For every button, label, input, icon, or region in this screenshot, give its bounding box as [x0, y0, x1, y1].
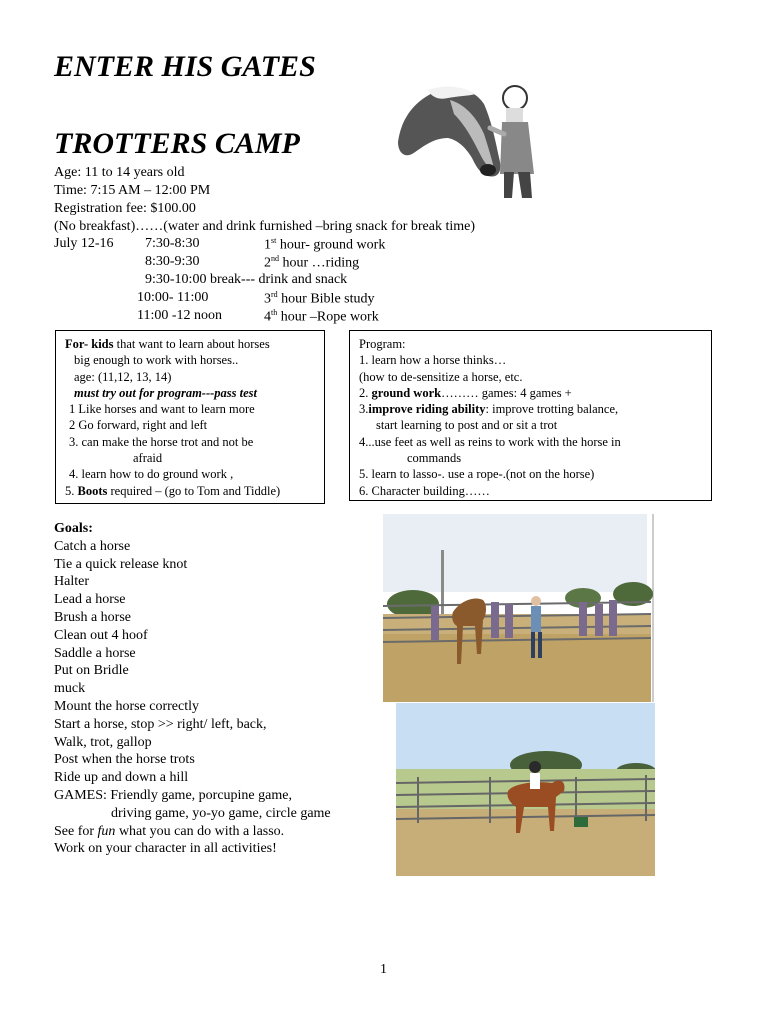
- goal-item: Put on Bridle: [54, 663, 129, 679]
- fee-info: Registration fee: $100.00: [54, 201, 196, 216]
- goals-list: [54, 520, 331, 858]
- goal-item-fun: See for fun what you can do with a lasso.: [54, 823, 285, 839]
- goal-item: Halter: [54, 574, 89, 590]
- program-line: 3.improve riding ability: improve trotting balance,: [359, 402, 619, 417]
- kids-line: For- kids that want to learn about horses: [65, 337, 270, 351]
- program-line: 1. learn how a horse thinks…: [359, 353, 507, 368]
- program-line: Program:: [359, 337, 406, 351]
- schedule-activity: 2nd hour …riding: [264, 254, 360, 271]
- schedule-time: 10:00- 11:00: [137, 290, 209, 305]
- ground-work-photo: [383, 514, 655, 702]
- goal-item: GAMES: Friendly game, porcupine game,: [54, 787, 292, 803]
- schedule-break: 9:30-10:00 break--- drink and snack: [145, 272, 348, 287]
- title-camp: TROTTERS CAMP: [54, 127, 300, 160]
- goal-item: Start a horse, stop >> right/ left, back,: [54, 716, 267, 732]
- goal-item: Lead a horse: [54, 592, 126, 608]
- kids-line: 5. Boots required – (go to Tom and Tiddle): [65, 483, 281, 498]
- program-line: (how to de-sensitize a horse, etc.: [359, 369, 523, 384]
- goal-item: Tie a quick release knot: [54, 556, 188, 572]
- kids-line: 3. can make the horse trot and not be: [69, 434, 254, 449]
- goal-item: Brush a horse: [54, 609, 131, 625]
- goal-item: Work on your character in all activities!: [54, 841, 277, 857]
- program-line: 5. learn to lasso-. use a rope-.(not on the horse): [359, 467, 595, 482]
- goal-item: Ride up and down a hill: [54, 770, 189, 786]
- kids-line: must try out for program---pass test: [74, 385, 258, 400]
- riding-photo: [396, 703, 655, 876]
- kids-line: 2 Go forward, right and left: [69, 418, 208, 433]
- program-line: commands: [407, 451, 462, 466]
- program-box: [349, 330, 712, 501]
- program-line: 4...use feet as well as reins to work with the horse in: [359, 434, 621, 449]
- goal-item: Saddle a horse: [54, 645, 136, 661]
- kids-requirements-box: [55, 330, 325, 504]
- age-info: Age: 11 to 14 years old: [54, 165, 185, 180]
- goal-item: Clean out 4 hoof: [54, 627, 148, 643]
- goal-item: driving game, yo-yo game, circle game: [111, 805, 331, 821]
- kids-line: 1 Like horses and want to learn more: [69, 402, 255, 417]
- goals-heading: Goals:: [54, 521, 93, 536]
- schedule-activity: 3rd hour Bible study: [264, 290, 375, 307]
- schedule-time: 8:30-9:30: [145, 254, 200, 269]
- breakfast-info: (No breakfast)……(water and drink furnished –bring snack for break time): [54, 219, 476, 234]
- title-main: ENTER HIS GATES: [54, 50, 316, 83]
- goal-item: Catch a horse: [54, 538, 131, 554]
- goal-item: Mount the horse correctly: [54, 698, 200, 714]
- time-info: Time: 7:15 AM – 12:00 PM: [54, 183, 211, 198]
- schedule-time: 11:00 -12 noon: [137, 308, 223, 323]
- goal-item: Walk, trot, gallop: [54, 734, 152, 750]
- kids-line: afraid: [133, 451, 163, 466]
- program-line: 6. Character building……: [359, 483, 490, 498]
- kids-line: big enough to work with horses..: [74, 353, 239, 368]
- goal-item: Post when the horse trots: [54, 752, 195, 768]
- schedule-activity: 4th hour –Rope work: [264, 308, 379, 325]
- schedule-time: 7:30-8:30: [145, 236, 200, 251]
- kids-line: age: (11,12, 13, 14): [74, 369, 172, 384]
- schedule-activity: 1st hour- ground work: [264, 236, 386, 253]
- program-line: start learning to post and or sit a trot: [376, 418, 558, 433]
- goal-item: muck: [54, 681, 86, 697]
- schedule-dates: July 12-16: [54, 236, 114, 251]
- horse-and-child-photo: [392, 82, 552, 200]
- program-line: 2. ground work……… games: 4 games +: [359, 385, 572, 400]
- page-number: 1: [380, 962, 387, 977]
- kids-line: 4. learn how to do ground work ,: [69, 467, 234, 482]
